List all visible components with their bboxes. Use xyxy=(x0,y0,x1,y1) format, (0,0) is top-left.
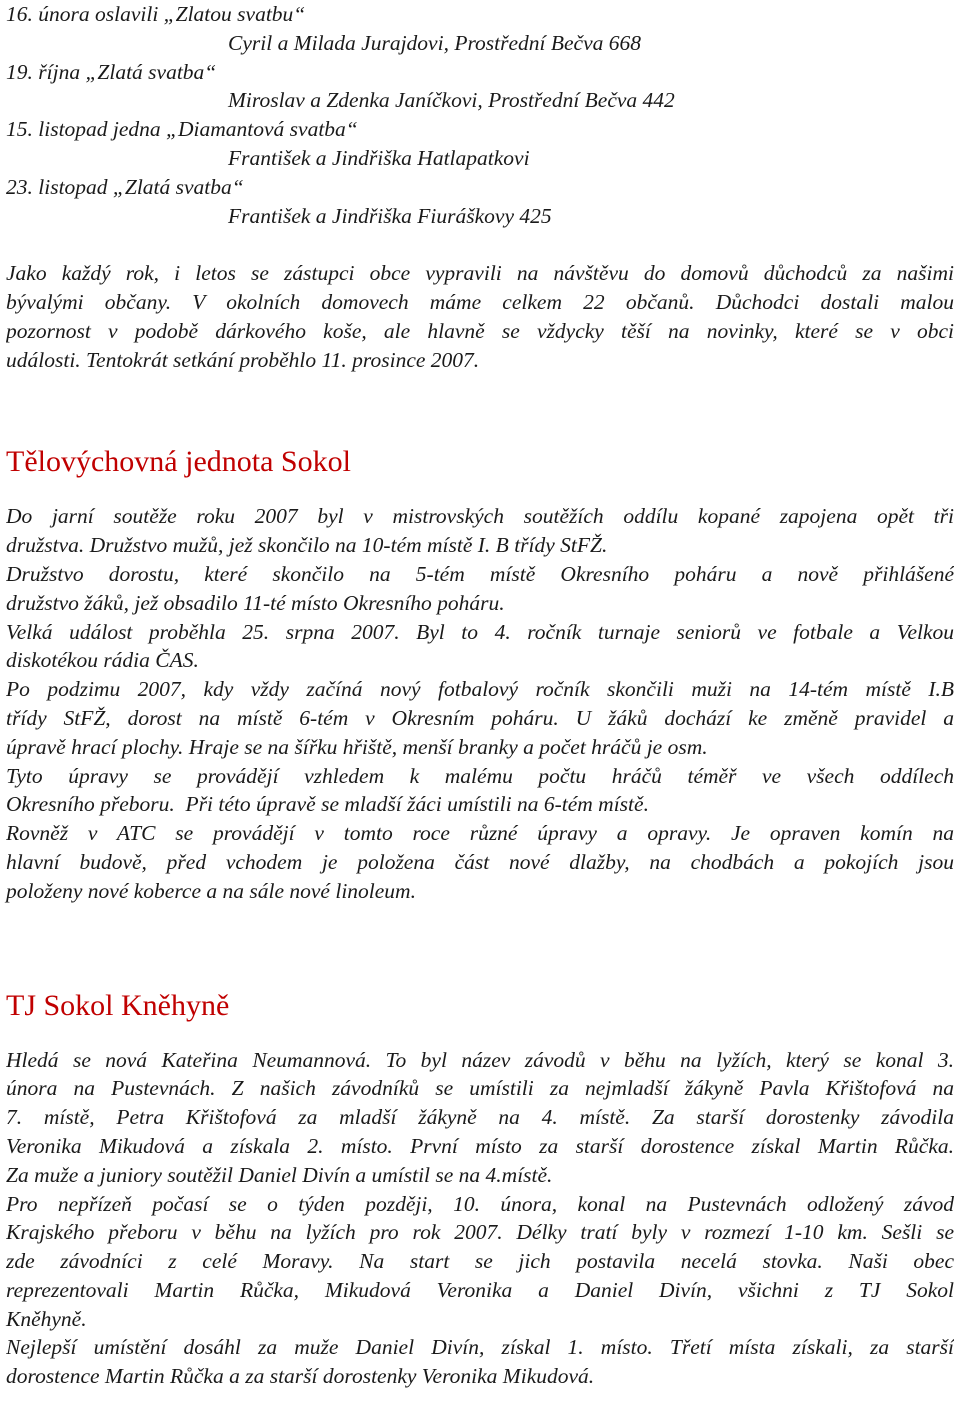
spacer xyxy=(6,374,954,442)
paragraph-line: Po podzimu 2007, kdy vždy začíná nový fotbalový ročník skončili muži na 14-tém místě I.B xyxy=(6,677,954,702)
anniversary-list xyxy=(6,0,954,230)
knehyne-section xyxy=(6,986,954,1392)
paragraph-line: Hledá se nová Kateřina Neumannová. To byl název závodů v běhu na lyžích, který se konal 3. xyxy=(6,1047,954,1072)
anniversary-names-line: Cyril a Milada Jurajdovi, Prostřední Bečva 668 xyxy=(228,30,642,55)
section-heading: Tělovýchovná jednota Sokol xyxy=(6,445,351,479)
paragraph-line: Pro nepřízeň počasí se o týden později, 10. února, konal na Pustevnách odložený závod xyxy=(6,1191,954,1216)
spacer xyxy=(6,1026,954,1046)
paragraph-line: družstva. Družstvo mužů, jež skončilo na 10-tém místě I. B třídy StFŽ. xyxy=(6,533,608,558)
paragraph-line: Do jarní soutěže roku 2007 byl v mistrovských soutěžích oddílu kopané zapojena opět tři xyxy=(6,504,954,529)
paragraph-line: bývalými občany. V okolních domovech máme celkem 22 občanů. Důchodci dostali malou xyxy=(6,289,954,314)
paragraph-line: Nejlepší umístění dosáhl za muže Daniel Divín, získal 1. místo. Třetí místa získali, za starší xyxy=(6,1335,954,1360)
spacer xyxy=(6,230,954,259)
anniversary-names-line: František a Jindřiška Fiuráškovy 425 xyxy=(228,203,552,228)
paragraph-line: pozornost v podobě dárkového koše, ale hlavně se vždycky těší na novinky, které se v obci xyxy=(6,318,954,343)
section-heading: TJ Sokol Kněhyně xyxy=(6,988,230,1022)
anniversary-date-line: 19. října „Zlatá svatba“ xyxy=(6,59,217,84)
knehyne-paragraphs xyxy=(6,1046,954,1392)
paragraph-line: Veronika Mikudová a získala 2. místo. První místo za starší dorostence získal Martin Růčka. xyxy=(6,1133,954,1158)
paragraph-line: diskotékou rádia ČAS. xyxy=(6,648,199,673)
visit-paragraph xyxy=(6,259,954,374)
paragraph-line: zde závodníci z celé Moravy. Na start se jich postavila necelá stovka. Naši obec xyxy=(6,1249,954,1274)
spacer xyxy=(6,482,954,502)
anniversary-names-line: Miroslav a Zdenka Janíčkovi, Prostřední Bečva 442 xyxy=(228,88,675,113)
sokol-section xyxy=(6,442,954,905)
paragraph-line: družstvo žáků, jež obsadilo 11-té místo Okresního poháru. xyxy=(6,590,505,615)
paragraph-line: Tyto úpravy se provádějí vzhledem k malému počtu hráčů téměř ve všech oddílech xyxy=(6,763,954,788)
paragraph-line: úpravě hrací plochy. Hraje se na šířku hřiště, menší branky a počet hráčů je osm. xyxy=(6,734,708,759)
paragraph-line: Družstvo dorostu, které skončilo na 5-tém místě Okresního poháru a nově přihlášené xyxy=(6,561,954,586)
paragraph-line: Krajského přeboru v běhu na lyžích pro rok 2007. Délky tratí byly v rozmezí 1-10 km. Sešli se xyxy=(6,1220,954,1245)
paragraph-line: reprezentovali Martin Růčka, Mikudová Veronika a Daniel Divín, všichni z TJ Sokol xyxy=(6,1277,954,1302)
anniversary-date-line: 15. listopad jedna „Diamantová svatba“ xyxy=(6,117,358,142)
document-page xyxy=(6,0,954,1391)
paragraph-line: 7. místě, Petra Křištofová za mladší žákyně na 4. místě. Za starší dorostenky závodila xyxy=(6,1105,954,1130)
paragraph-line: hlavní budově, před vchodem je položena část nové dlažby, na chodbách a pokojích jsou xyxy=(6,849,954,874)
paragraph-line: Rovněž v ATC se provádějí v tomto roce různé úpravy a opravy. Je opraven komín na xyxy=(6,821,954,846)
paragraph-line: Okresního přeboru. Při této úpravě se mladší žáci umístili na 6-tém místě. xyxy=(6,792,649,817)
anniversary-date-line: 23. listopad „Zlatá svatba“ xyxy=(6,174,244,199)
paragraph-line: třídy StFŽ, dorost na místě 6-tém v Okresním poháru. U žáků dochází ke změně pravidel a xyxy=(6,705,954,730)
anniversary-names-line: František a Jindřiška Hatlapatkovi xyxy=(228,145,530,170)
anniversary-date-line: 16. února oslavili „Zlatou svatbu“ xyxy=(6,2,306,26)
paragraph-line: dorostence Martin Růčka a za starší dorostenky Veronika Mikudová. xyxy=(6,1364,595,1389)
paragraph-line: Za muže a juniory soutěžil Daniel Divín a umístil se na 4.místě. xyxy=(6,1162,553,1187)
paragraph-line: února na Pustevnách. Z našich závodníků se umístili za nejmladší žákyně Pavla Křištofová na xyxy=(6,1076,954,1101)
paragraph-line: Velká událost proběhla 25. srpna 2007. Byl to 4. ročník turnaje seniorů ve fotbale a Velkou xyxy=(6,619,954,644)
paragraph-line: Kněhyně. xyxy=(6,1306,87,1331)
paragraph-line: události. Tentokrát setkání proběhlo 11. prosince 2007. xyxy=(6,347,480,372)
spacer xyxy=(6,906,954,986)
paragraph-line: položeny nové koberce a na sále nové linoleum. xyxy=(6,878,416,903)
paragraph-line: Jako každý rok, i letos se zástupci obce vypravili na návštěvu do domovů důchodců za našimi xyxy=(6,261,954,286)
sokol-paragraphs xyxy=(6,502,954,905)
